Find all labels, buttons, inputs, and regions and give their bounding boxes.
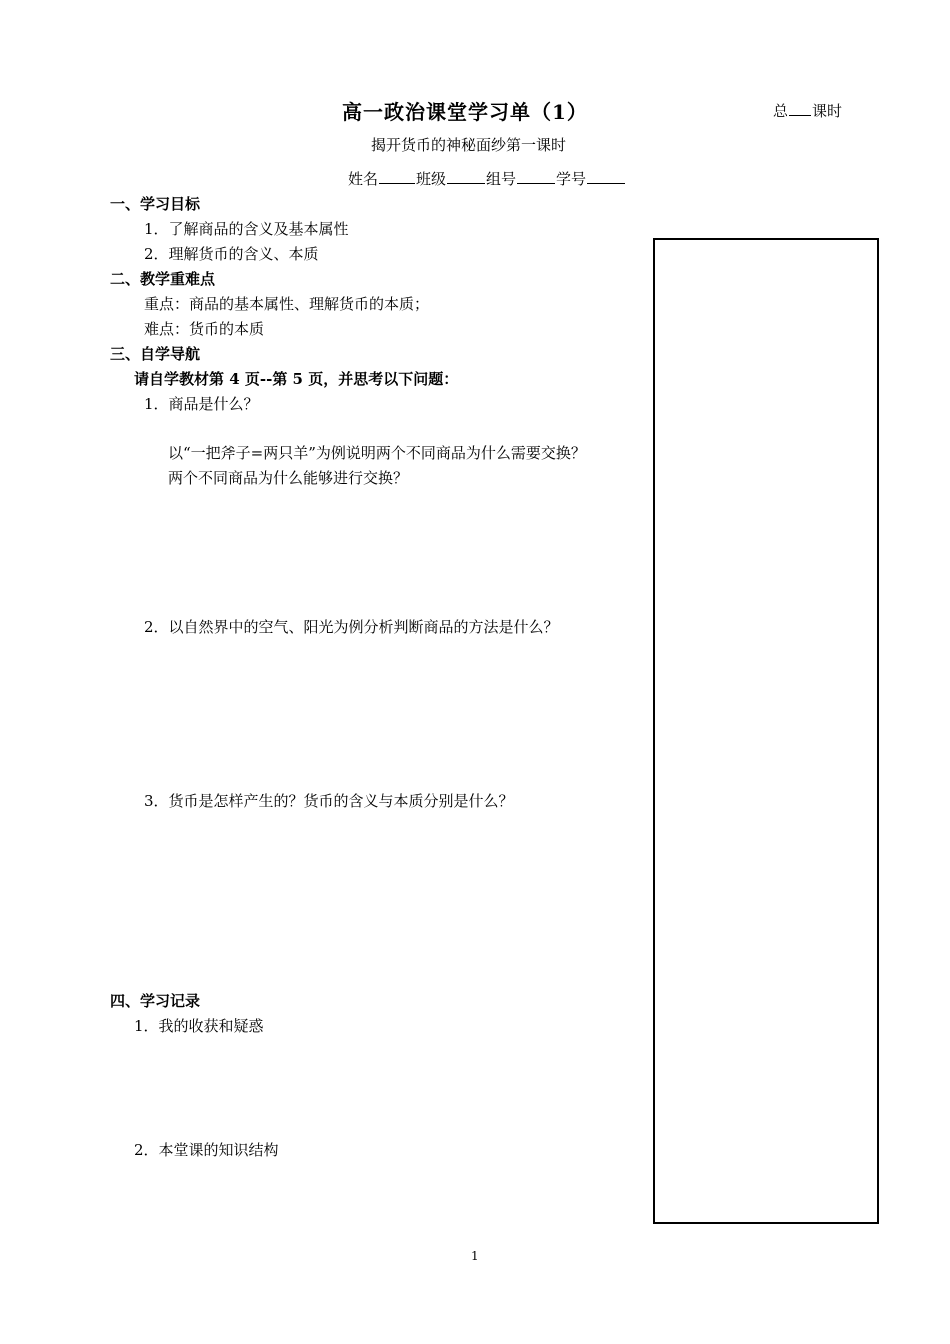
record-heading: 四、学习记录: [110, 992, 201, 1010]
question-1-sub-2: 两个不同商品为什么能够进行交换？: [168, 469, 409, 487]
notes-box[interactable]: [653, 238, 879, 1224]
total-lessons: [773, 100, 842, 121]
id-label: 学号: [556, 170, 587, 188]
id-blank[interactable]: [587, 169, 625, 184]
self-study-heading: 三、自学导航: [110, 345, 201, 363]
difficult-point: 难点：货币的本质: [144, 320, 265, 338]
key-point: 重点：商品的基本属性、理解货币的本质；: [144, 295, 430, 313]
page-number: 1: [471, 1249, 479, 1263]
class-blank[interactable]: [447, 169, 485, 184]
name-label: 姓名: [348, 170, 379, 188]
name-blank[interactable]: [379, 169, 415, 184]
student-info-line: [348, 168, 626, 189]
keypoints-heading: 二、教学重难点: [110, 270, 216, 288]
goals-heading: 一、学习目标: [110, 195, 201, 213]
class-label: 班级: [416, 170, 447, 188]
group-blank[interactable]: [517, 169, 555, 184]
page-subtitle: 揭开货币的神秘面纱第一课时: [371, 136, 567, 154]
total-blank[interactable]: [789, 101, 811, 116]
record-item-2: 2．本堂课的知识结构: [134, 1141, 279, 1159]
question-2: 2．以自然界中的空气、阳光为例分析判断商品的方法是什么？: [144, 618, 559, 636]
group-label: 组号: [486, 170, 517, 188]
question-1-sub-1: 以“一把斧子=两只羊”为例说明两个不同商品为什么需要交换？: [168, 444, 586, 462]
question-1: 1．商品是什么？: [144, 395, 259, 413]
record-item-1: 1．我的收获和疑惑: [134, 1017, 264, 1035]
page-title: 高一政治课堂学习单（1）: [342, 100, 588, 124]
self-study-instruction: 请自学教材第 4 页--第 5 页，并思考以下问题：: [134, 370, 459, 388]
question-3: 3．货币是怎样产生的？货币的含义与本质分别是什么？: [144, 792, 514, 810]
goal-item: 2．理解货币的含义、本质: [144, 245, 319, 263]
total-suffix: 课时: [812, 102, 843, 120]
total-prefix: 总: [773, 102, 789, 120]
goal-item: 1．了解商品的含义及基本属性: [144, 220, 349, 238]
